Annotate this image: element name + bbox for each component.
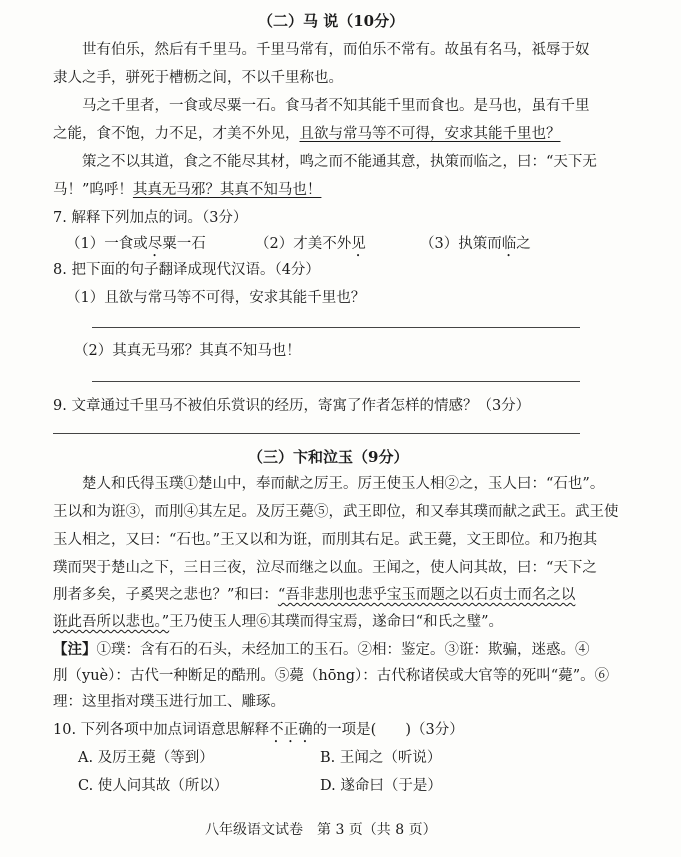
dotted-word: 不正确: [269, 722, 313, 738]
passage-line: [53, 585, 575, 605]
note-heading: 【注】: [53, 641, 97, 658]
section-title-ma-shuo: （二）马 说（10分）: [258, 12, 405, 30]
q8-sentence-1: （1）且欲与常马等不可得，安求其能千里也？: [66, 290, 366, 306]
dotted-word: 临: [501, 236, 517, 252]
passage-line: 策之不以其道，食之不能尽其材，鸣之而不能通其意，执策而临之，曰：“天下无: [82, 154, 597, 170]
underlined-sentence: 其真无马邪？其真不知马也！: [132, 182, 322, 198]
note-line: 刖（yuè）：古代一种断足的酷刑。⑤薨（hōng）：古代称诸侯或大官等的死叫“薨”。⑥: [53, 668, 610, 684]
page-footer: 八年级语文试卷 第 3 页（共 8 页）: [205, 822, 437, 838]
passage-line: 楚人和氏得玉璞①楚山中，奉而献之厉王。厉王使玉人相②之，玉人曰：“石也”。: [82, 476, 605, 492]
option-b[interactable]: B. 王闻之（听说）: [320, 750, 442, 766]
wavy-underlined-sentence: 诳此吾所以悲也。”: [53, 614, 170, 630]
answer-line[interactable]: [53, 433, 580, 434]
passage-line: [53, 612, 503, 632]
passage-line: 世有伯乐，然后有千里马。千里马常有，而伯乐不常有。故虽有名马，祗辱于奴: [82, 42, 590, 58]
passage-text: 王乃使玉人理⑥其璞而得宝焉，遂命曰“和氏之璧”。: [169, 614, 503, 630]
question-7-stem: 7. 解释下列加点的词。（3分）: [53, 210, 248, 226]
passage-line: 马之千里者，一食或尽粟一石。食马者不知其能千里而食也。是马也，虽有千里: [82, 98, 590, 114]
answer-line[interactable]: [92, 327, 580, 328]
q10-stem-text: 10. 下列各项中加点词语意思解释: [53, 722, 270, 738]
passage-line: [53, 124, 561, 144]
passage-text: 马！”呜呼！: [53, 182, 133, 198]
note-text: ①璞：含有石的石头，未经加工的玉石。②相：鉴定。③诳：欺骗，迷惑。④: [96, 642, 590, 658]
note-line: 理：这里指对璞玉进行加工、雕琢。: [53, 694, 285, 710]
q7-item-3: [420, 234, 531, 260]
wavy-underlined-sentence: “吾非悲刖也悲乎宝玉而题之以石贞士而名之以: [277, 587, 576, 603]
q8-sentence-2: （2）其真无马邪？其真不知马也！: [74, 343, 301, 359]
q7-item-2: [255, 234, 366, 260]
passage-line: 王以和为诳③，而刖④其左足。及厉王薨⑤，武王即位，和又奉其璞而献之武王。武王使: [53, 504, 619, 520]
underlined-sentence: 且欲与常马等不可得，安求其能千里也？: [299, 126, 561, 142]
q7-item-text: 粟一石: [162, 236, 206, 252]
dotted-word: 见: [351, 236, 366, 252]
q7-item-text: （1）一食或: [66, 236, 148, 252]
question-10-stem: [53, 720, 464, 746]
q10-stem-text: 的一项是( )（3分）: [312, 722, 464, 738]
note-line: [53, 640, 590, 660]
q7-item-text: 之: [516, 236, 531, 252]
option-a[interactable]: A. 及厉王薨（等到）: [78, 750, 214, 766]
q7-item-1: [66, 234, 206, 260]
passage-line: 隶人之手，骈死于槽枥之间，不以千里称也。: [53, 70, 343, 86]
question-8-stem: 8. 把下面的句子翻译成现代汉语。（4分）: [53, 262, 320, 278]
answer-line[interactable]: [92, 381, 580, 382]
option-d[interactable]: D. 遂命曰（于是）: [320, 778, 442, 794]
passage-text: 之能，食不饱，力不足，才美不外见，: [53, 126, 300, 142]
passage-line: 玉人相之，又曰：“石也。”王又以和为诳，而刖其右足。武王薨，文王即位。和乃抱其: [53, 532, 598, 548]
section-title-bian-he: （三）卞和泣玉（9分）: [248, 448, 409, 466]
option-c[interactable]: C. 使人问其故（所以）: [78, 778, 229, 794]
dotted-word: 尽: [147, 236, 163, 252]
q7-item-text: （2）才美不外: [255, 236, 352, 252]
passage-line: 璞而哭于楚山之下，三日三夜，泣尽而继之以血。王闻之，使人问其故，曰：“天下之: [53, 560, 597, 576]
passage-line: [53, 180, 321, 200]
question-9-stem: 9. 文章通过千里马不被伯乐赏识的经历，寄寓了作者怎样的情感？（3分）: [53, 398, 531, 414]
q7-item-text: （3）执策而: [420, 236, 502, 252]
passage-text: 刖者多矣，子奚哭之悲也？”和曰：: [53, 587, 278, 603]
